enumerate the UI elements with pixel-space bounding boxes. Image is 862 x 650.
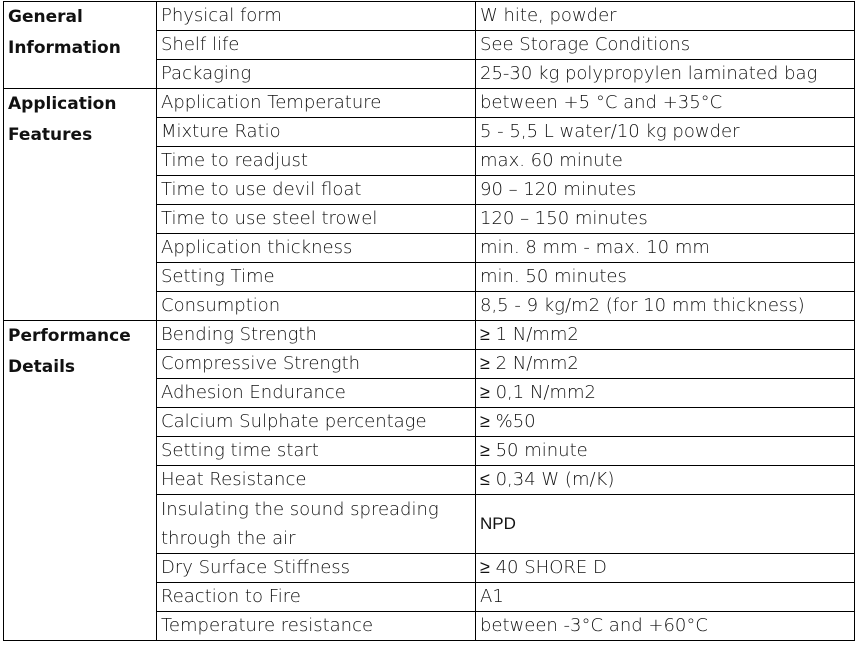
property-cell: Reaction to Fire [157,583,476,612]
value-cell: min. 50 minutes [476,263,855,292]
value-cell: ≥ 1 N/mm2 [476,321,855,350]
value-cell: between -3°C and +60°C [476,612,855,641]
value-cell: See Storage Conditions [476,31,855,60]
property-cell: Application Temperature [157,89,476,118]
property-cell: Shelf life [157,31,476,60]
property-cell: Time to use steel trowel [157,205,476,234]
value-cell: ≥ %50 [476,408,855,437]
value-cell: max. 60 minute [476,147,855,176]
property-cell: Dry Surface Stiffness [157,554,476,583]
property-cell: Bending Strength [157,321,476,350]
value-cell: between +5 °C and +35°C [476,89,855,118]
value-cell: ≥ 40 SHORE D [476,554,855,583]
property-cell: Temperature resistance [157,612,476,641]
value-cell: ≥ 0,1 N/mm2 [476,379,855,408]
specification-table [3,1,855,641]
property-cell: Consumption [157,292,476,321]
section-title-general: General Information [4,2,157,89]
value-cell: 90 – 120 minutes [476,176,855,205]
property-cell: Heat Resistance [157,466,476,495]
table-row [4,2,855,31]
value-cell: A1 [476,583,855,612]
property-cell: Packaging [157,60,476,89]
value-cell: ≤ 0,34 W (m/K) [476,466,855,495]
value-cell: 5 - 5,5 L water/10 kg powder [476,118,855,147]
value-cell: ≥ 2 N/mm2 [476,350,855,379]
value-cell: 8,5 - 9 kg/m2 (for 10 mm thickness) [476,292,855,321]
property-cell: Setting Time [157,263,476,292]
property-cell: Compressive Strength [157,350,476,379]
value-cell: W hite, powder [476,2,855,31]
property-cell: Time to use devil float [157,176,476,205]
property-cell: Calcium Sulphate percentage [157,408,476,437]
property-cell: Setting time start [157,437,476,466]
value-cell: 120 – 150 minutes [476,205,855,234]
property-cell: Time to readjust [157,147,476,176]
property-cell: Insulating the sound spreading through the air [157,495,476,554]
section-title-application: Application Features [4,89,157,321]
property-cell: Application thickness [157,234,476,263]
value-cell: 25-30 kg polypropylen laminated bag [476,60,855,89]
section-title-performance: Performance Details [4,321,157,641]
value-cell: NPD [476,495,855,554]
table-row [4,321,855,350]
value-cell: min. 8 mm - max. 10 mm [476,234,855,263]
property-cell: Physical form [157,2,476,31]
property-cell: Mixture Ratio [157,118,476,147]
value-cell: ≥ 50 minute [476,437,855,466]
property-cell: Adhesion Endurance [157,379,476,408]
table-row [4,89,855,118]
